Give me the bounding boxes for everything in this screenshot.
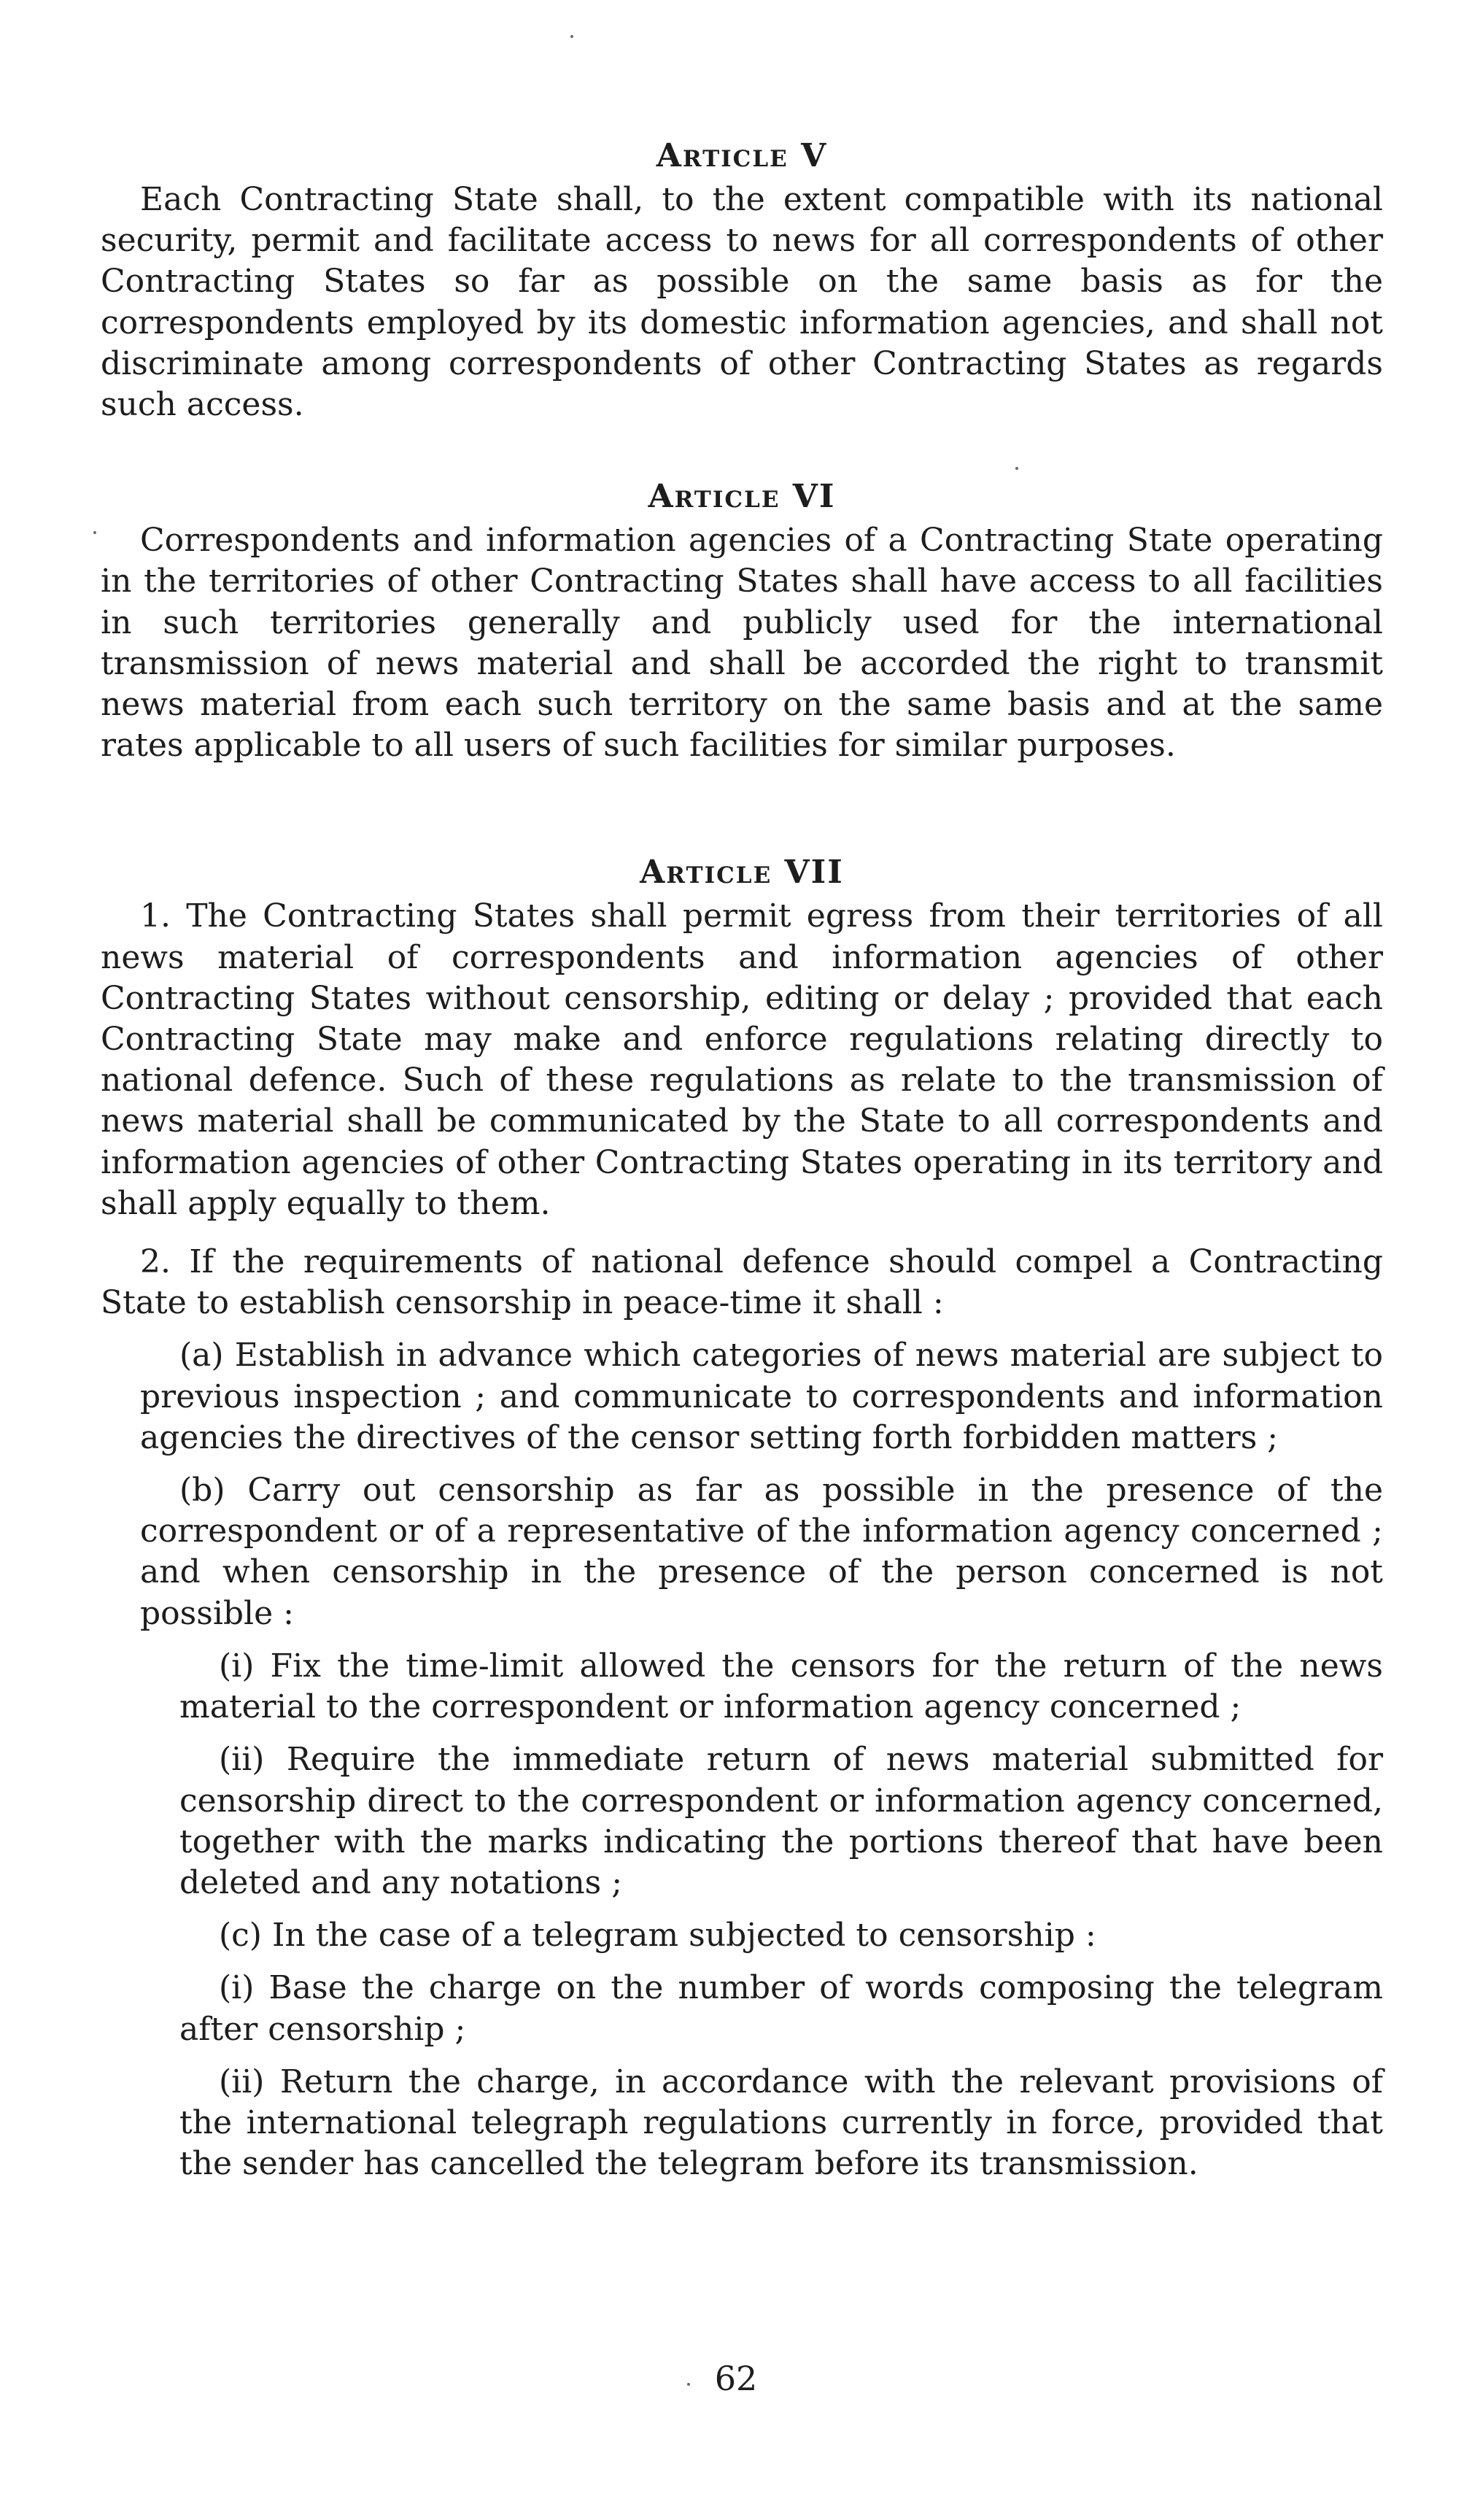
page-content [101,136,1383,2184]
article-heading: Article V [656,137,828,174]
article-heading: Article VII [640,854,844,892]
article-v [101,136,1383,425]
sub-clause-b: (b) Carry out censorship as far as possible in the presence of the correspondent or of a representative of the information agency concerned ; and when censorship in the presence of the person concerned is not possible : [140,1472,1383,1632]
sub-clause-c: (c) In the case of a telegram subjected to censorship : [219,1917,1096,1955]
speck-mark [570,35,573,38]
article-vii-clause-2: 2. If the requirements of national defence should compel a Contracting State to establish censorship in peace-time it shall : [101,1243,1383,1322]
article-v-paragraph: Each Contracting State shall, to the extent compatible with its national security, permit and facilitate access to news for all correspondents of other Contracting States so far as possible on the same basis as for the correspondents employed by its domestic information agencies, and shall not discriminate among correspondents of other Contracting States as regards such access. [101,181,1383,424]
article-vi [101,476,1383,766]
sub-clause-b-i: (i) Fix the time-limit allowed the censors for the return of the news material to the correspondent or information agency concerned ; [179,1647,1383,1726]
article-vi-paragraph: Correspondents and information agencies of a Contracting State operating in the territories of other Contracting States shall have access to all facilities in such territories generally and publicly used for the international transmission of news material and shall be accorded the right to transmit news material from each such territory on the same basis and at the same rates applicable to all users of such facilities for similar purposes. [101,522,1383,765]
sub-clause-c-i: (i) Base the charge on the number of words composing the telegram after censorship ; [179,1969,1383,2048]
page-number: 62 [714,2359,758,2398]
article-vii [101,852,1383,2184]
article-heading: Article VI [648,478,836,516]
speck-mark [93,531,96,534]
article-vii-clause-1: 1. The Contracting States shall permit egress from their territories of all news material of correspondents and information agencies of other Contracting States without censorship, editing or delay ; provided that each Contracting State may make and enforce regulations relating directly to national defence. Such of these regulations as relate to the transmission of news material shall be communicated by the State to all correspondents and information agencies of other Contracting States operating in its territory and shall apply equally to them. [101,897,1383,1222]
sub-clause-b-ii: (ii) Require the immediate return of news material submitted for censorship direct to the correspondent or information agency concerned, together with the marks indicating the portions thereof that have been deleted and any notations ; [179,1741,1383,1901]
sub-clause-c-ii: (ii) Return the charge, in accordance with the relevant provisions of the international telegraph regulations currently in force, provided that the sender has cancelled the telegram before its transmission. [179,2063,1383,2183]
sub-clause-a: (a) Establish in advance which categories of news material are subject to previous inspection ; and communicate to correspondents and information agencies the directives of the censor setting forth forbidden matters ; [140,1337,1383,1456]
